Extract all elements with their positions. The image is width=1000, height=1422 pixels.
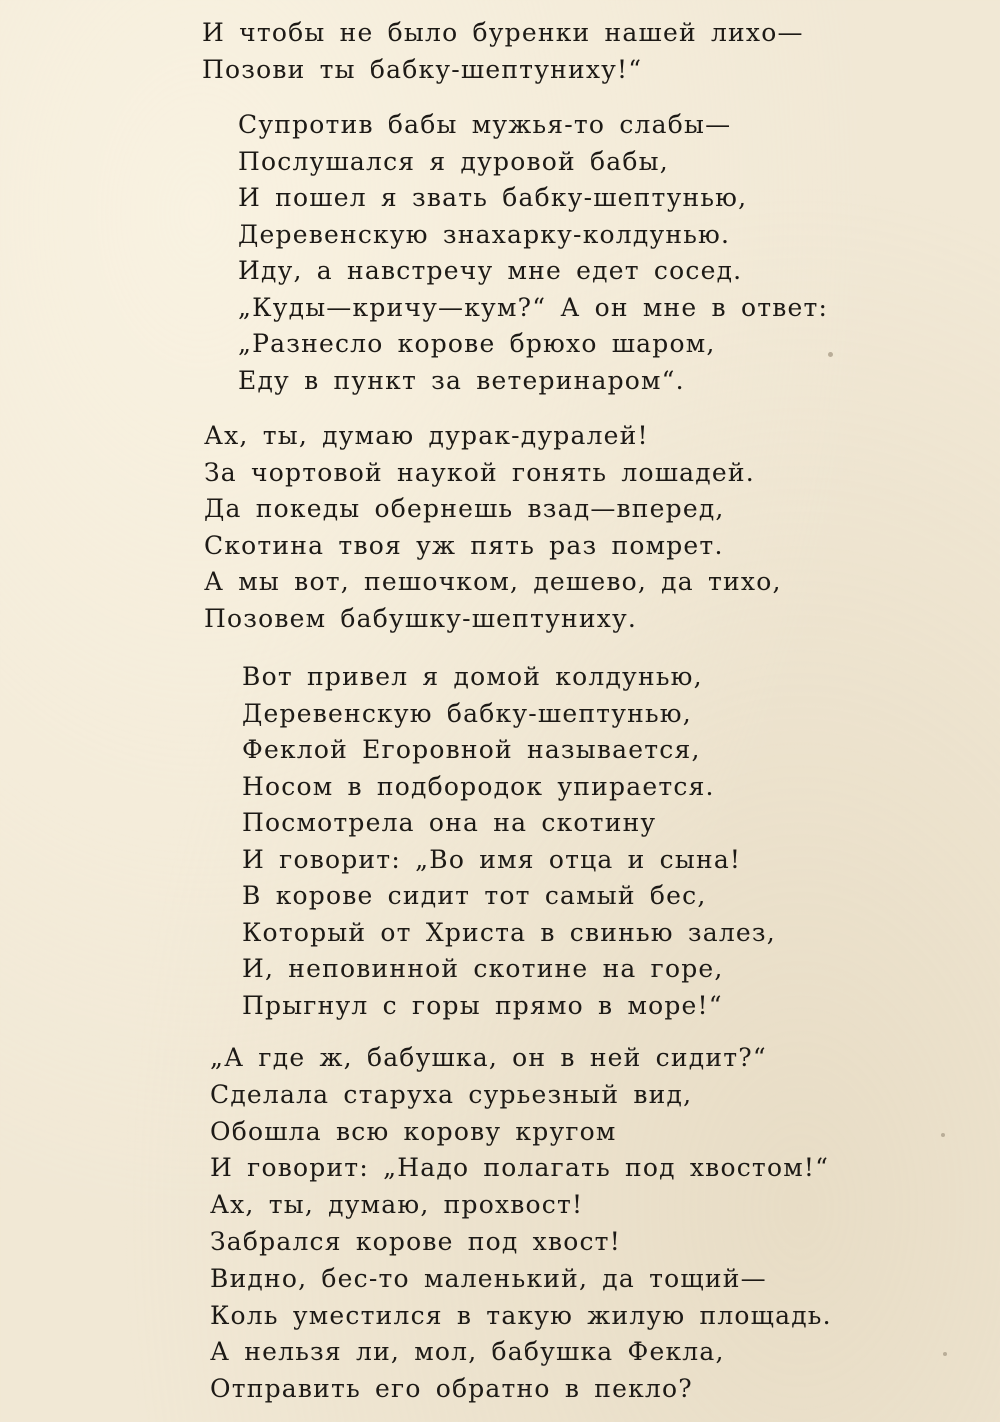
paper-speck (943, 1352, 947, 1356)
poem-line: Да покеды обернешь взад—вперед, (204, 494, 725, 523)
poem-line: Иду, а навстречу мне едет сосед. (238, 256, 743, 285)
poem-line: Позовем бабушку-шептуниху. (204, 603, 638, 633)
poem-line: Посмотрела она на скотину (242, 808, 657, 837)
stanza-4 (0, 659, 1000, 1024)
poem-line: Вот привел я домой колдунью, (242, 662, 703, 691)
poem-line: Еду в пункт за ветеринаром“. (238, 365, 685, 395)
poem-line: Коль уместился в такую жилую площадь. (210, 1300, 832, 1330)
poem-line: За чортовой наукой гонять лошадей. (204, 457, 755, 487)
poem-line: Носом в подбородок упирается. (242, 771, 715, 801)
stanza-3 (0, 418, 1000, 637)
poem-line: А нельзя ли, мол, бабушка Фекла, (210, 1337, 725, 1367)
poem-line: Ах, ты, думаю, прохвост! (210, 1190, 584, 1220)
poem-line: Деревенскую знахарку-колдунью. (238, 219, 731, 249)
poem-line: В корове сидит тот самый бес, (242, 881, 707, 910)
poem-line: И, неповинной скотине на горе, (242, 954, 724, 983)
poem-line: Скотина твоя уж пять раз помрет. (204, 530, 724, 560)
poem-line: А мы вот, пешочком, дешево, да тихо, (204, 567, 782, 596)
stanza-2 (0, 107, 1000, 399)
poem-line: Отправить его обратно в пекло? (210, 1374, 693, 1404)
poem-line: Позови ты бабку-шептуниху!“ (202, 54, 643, 84)
poem-line: И пошел я звать бабку-шептунью, (238, 183, 748, 212)
poem-line: „Разнесло корове брюхо шаром, (238, 329, 716, 358)
poem-line: Который от Христа в свинью залез, (242, 917, 776, 947)
poem-line: И чтобы не было буренки нашей лихо— (202, 18, 804, 47)
paper-speck (941, 1133, 945, 1137)
stanza-1 (0, 15, 1000, 88)
poem-line: Ах, ты, думаю дурак-дуралей! (204, 421, 649, 450)
poem-line: Видно, бес-то маленький, да тощий— (210, 1263, 767, 1293)
poem-line: Послушался я дуровой бабы, (238, 146, 669, 176)
poem-line: Феклой Егоровной называется, (242, 735, 701, 764)
stanza-5 (0, 1040, 1000, 1408)
paper-speck (828, 352, 833, 357)
poem-line: Сделала старуха сурьезный вид, (210, 1079, 693, 1109)
poem-line: Обошла всю корову кругом (210, 1116, 617, 1146)
poem-line: „А где ж, бабушка, он в ней сидит?“ (210, 1043, 767, 1072)
poem-line: Забрался корове под хвост! (210, 1226, 621, 1256)
poem-line: Прыгнул с горы прямо в море!“ (242, 990, 723, 1020)
poem-line: И говорит: „Надо полагать под хвостом!“ (210, 1153, 830, 1183)
poem-line: Деревенскую бабку-шептунью, (242, 698, 692, 728)
poem-line: „Куды—кричу—кум?“ А он мне в ответ: (238, 292, 829, 322)
poem-line: Супротив бабы мужья-то слабы— (238, 110, 732, 139)
poem-line: И говорит: „Во имя отца и сына! (242, 844, 742, 874)
